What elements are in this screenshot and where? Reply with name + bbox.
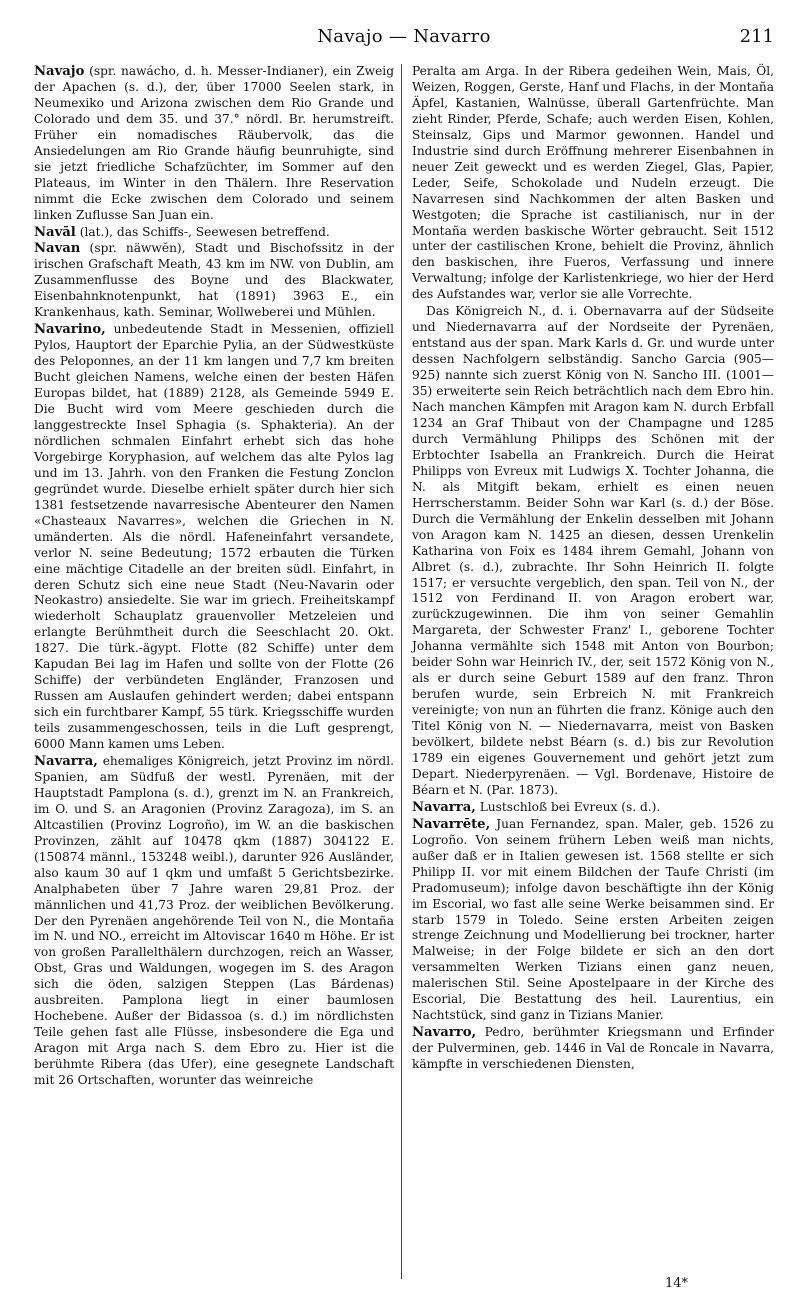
entry-text: ehemaliges Königreich, jetzt Provinz im nördl. Spanien, am Südfuß der westl. Pyrenäen, mit der Hauptstadt Pamplona (s. d.), grenzt im N. an Frankreich, im O. und S. an Aragonien (Provinz Zaragoza), im S. an Altcastilien (Provinz Logroño), im W. an die baskischen Provinzen, zählt auf 10478 qkm (1887) 304122 E. (150874 männl., 153248 weibl.), darunter 926 Ausländer, also kaum 30 auf 1 qkm und umfaßt 5 Gerichtsbezirke. Analphabeten über 7 Jahre waren 29,81 Proz. der männlichen und 41,73 Proz. der weiblichen Bevölkerung. Der den Pyrenäen angehörende Teil von N., die Montaña im N. und NO., erreicht im Altoviscar 1640 m Höhe. Er ist von großen Parallelthälern durchzogen, reich an Wasser, Obst, Gras und Waldungen, wogegen im S. des Aragon sich die öden, salzigen Steppen (Las Bárdenas) ausbreiten. Pamplona liegt in einer baumlosen Hochebene. Außer der Bidassoa (s. d.) im nördlichsten Teile gehen fast alle Flüsse, insbesondere die Ega und Aragon mit Arga nach S. dem Ebro zu. Hier ist die berühmte Ribera (das Ufer), eine gesegnete Landschaft mit 26 Ortschaften, worunter das weinreiche <box>34 753 394 1088</box>
headword: Navan <box>34 241 81 257</box>
entry-history-paragraph <box>412 304 774 799</box>
entry-navarro <box>412 1025 774 1073</box>
entry-text: (lat.), das Schiffs-, Seewesen betreffend. <box>75 224 330 239</box>
headword: Navarra, <box>34 753 98 769</box>
entry-navarra <box>34 754 394 1089</box>
headword: Navarrēte, <box>412 816 491 832</box>
entry-navajo <box>34 64 394 224</box>
entry-text: Peralta am Arga. In der Ribera gedeihen Wein, Mais, Öl, Weizen, Roggen, Gerste, Hanf und Flachs, in der Montaña Äpfel, Kastanien, Walnüsse, überall Gartenfrüchte. Man zieht Rinder, Pferde, Schafe; auch werden Eisen, Kohlen, Steinsalz, Gips und Marmor gewonnen. Handel und Industrie sind durch Eröffnung mehrerer Eisenbahnen in neuer Zeit geweckt und es werden Ziegel, Glas, Papier, Leder, Seife, Schokolade und Nudeln erzeugt. Die Navarresen sind Nachkommen der alten Basken und Westgoten; die Sprache ist castilianisch, nur in der Montaña werden baskische Wörter gebraucht. Seit 1512 unter der castilischen Krone, behielt die Provinz, ähnlich den baskischen, ihre Fueros, Verfassung und innere Verwaltung; infolge der Karlistenkriege, wo hier der Herd des Aufstandes war, verlor sie alle Vorrechte. <box>412 64 774 302</box>
entry-continuation <box>412 64 774 303</box>
headword: Navarino, <box>34 322 106 338</box>
entry-navarra-castle <box>412 800 774 816</box>
page-header <box>34 26 774 56</box>
entry-navan <box>34 241 394 321</box>
entry-text: (spr. nawácho, d. h. Messer-Indianer), ein Zweig der Apachen (s. d.), der, über 17000 Seelen stark, in Neumexiko und Arizona zwischen dem Rio Grande und Colorado und dem 35. und 37.° nördl. Br. herumstreift. Früher ein nomadisches Räubervolk, das die Ansiedelungen am Rio Grande häufig beunruhigte, sind sie jetzt friedliche Schafzüchter, im Sommer auf den Plateaus, im Winter in den Thälern. Ihre Reservation nimmt die Ecke zwischen dem Colorado und seinem linken Zuflusse San Juan ein. <box>34 64 394 222</box>
entry-navarrete <box>412 817 774 1024</box>
signature-mark: 14* <box>664 1276 688 1291</box>
column-divider <box>401 64 402 1279</box>
headword: Navajo <box>34 64 85 79</box>
entry-text: Pedro, berühmter Kriegsmann und Erfinder der Pulverminen, geb. 1446 in Val de Roncale in Navarra, kämpfte in verschiedenen Diensten, <box>412 1025 774 1072</box>
entry-text: Lustschloß bei Evreux (s. d.). <box>475 799 661 814</box>
headword: Navarra, <box>412 799 476 815</box>
entry-text: Das Königreich N., d. i. Obernavarra auf der Südseite und Niedernavarra auf der Nordseite der Pyrenäen, entstand aus der span. Mark Karls d. Gr. und wurde unter dessen Nachfolgern selbständig. Sancho Garcia (905—925) nannte sich zuerst König von N. Sancho III. (1001—35) erweiterte sein Reich beträchtlich nach dem Ebro hin. Nach manchen Kämpfen mit Aragon kam N. durch Erbfall 1234 an Graf Thibaut von der Champagne und 1285 durch Vermählung Philipps des Schönen mit der Erbtochter Isabella an Frankreich. Durch die Heirat Philipps von Evreux mit Ludwigs X. Tochter Johanna, die N. als Mitgift bekam, erhielt es einen neuen Herrscherstamm. Beider Sohn war Karl (s. d.) der Böse. Durch die Vermählung der Enkelin desselben mit Johann von Aragon kam N. 1425 an diesen, dessen Urenkelin Katharina von Foix es 1484 ihrem Gemahl, Johann von Albret (s. d.), zubrachte. Ihr Sohn Heinrich II. folgte 1517; er versuchte vergeblich, den span. Teil von N., der 1512 von Ferdinand II. von Aragon erobert war, zurückzugewinnen. Die ihm von seiner Gemahlin Margareta, der Schwester Franz' I., geborene Tochter Johanna vermählte sich 1548 mit Anton von Bourbon; beider Sohn war Heinrich IV., der, seit 1572 König von N., als er durch seine Geburt 1589 auf den franz. Thron berufen wurde, sein Erbreich N. mit Frankreich vereinigte; von nun an führten die franz. Könige auch den Titel König von N. — Niedernavarra, meist von Basken bevölkert, bildete nebst Béarn (s. d.) bis zur Revolution 1789 ein eigenes Gouvernement und gehört jetzt zum Depart. Niederpyrenäen. — Vgl. Bordenave, Histoire de Béarn et N. (Par. 1873). <box>412 304 774 797</box>
running-title: Navajo — Navarro <box>317 26 491 47</box>
left-column <box>34 64 394 1090</box>
headword: Navāl <box>34 224 76 240</box>
right-column <box>412 64 774 1074</box>
entry-text: Juan Fernandez, span. Maler, geb. 1526 zu Logroño. Von seinem frühern Leben weiß man nichts, außer daß er in Italien gewesen ist. 1568 stellte er sich Philipp II. vor mit einem Bildchen der Taufe Christi (im Pradomuseum); infolge davon beschäftigte ihn der König im Escorial, wo fast alle seine Werke beisammen sind. Er starb 1579 in Toledo. Seine ersten Arbeiten zeigen strenge Zeichnung und Modellierung bei trockner, harter Malweise; in der Folge bildete er sich an den dort versammelten Werken Tizians einen ganz neuen, malerischen Stil. Seine Apostelpaare in der Kirche des Escorial, Die Bestattung des heil. Laurentius, ein Nachtstück, sind ganz in Tizians Manier. <box>412 816 774 1023</box>
entry-text: unbedeutende Stadt in Messenien, offiziell Pylos, Hauptort der Eparchie Pylia, an der Südwestküste des Peloponnes, an der 11 km langen und 7,7 km breiten Bucht gleichen Namens, welche einen der besten Häfen Europas bildet, hat (1889) 2128, als Gemeinde 5949 E. Die Bucht wird vom Meere geschieden durch die langgestreckte Insel Sphagia (s. Sphakteria). An der nördlichen schmalen Einfahrt erhebt sich das hohe Vorgebirge Koryphasion, auf welchem das alte Pylos lag und im 13. Jahrh. von den Franken die Festung Zonclon gegründet wurde. Dieselbe erhielt später durch hier sich 1381 festsetzende navarresische Abenteurer den Namen «Chasteaux Navarres», welchen die Griechen in N. umänderten. Als die nördl. Hafeneinfahrt versandete, verlor N. seine Bedeutung; 1572 erbauten die Türken eine mächtige Citadelle an der breiten südl. Einfahrt, in deren Schutz sich eine neue Stadt (Neu-Navarin oder Neokastro) ansiedelte. Sie war im griech. Freiheitskampf wiederholt Schauplatz grauenvoller Metzeleien und erlangte Berühmtheit durch die Seeschlacht 20. Okt. 1827. Die türk.-ägypt. Flotte (82 Schiffe) unter dem Kapudan Bei lag im Hafen und sollte von der Flotte (26 Schiffe) der verbündeten Engländer, Franzosen und Russen am Auslaufen gehindert werden; dabei entspann sich ein furchtbarer Kampf, 55 türk. Kriegsschiffe wurden teils zusammengeschossen, teils in die Luft gesprengt, 6000 Mann kamen ums Leben. <box>34 322 394 752</box>
entry-naval <box>34 225 394 241</box>
page-number: 211 <box>739 26 774 47</box>
entry-text: (spr. näwwĕn), Stadt und Bischofssitz in der irischen Grafschaft Meath, 43 km im NW. von Dublin, am Zusammenflusse des Boyne und des Blackwater, Eisenbahnknotenpunkt, hat (1891) 3963 E., ein Krankenhaus, kath. Seminar, Wollweberei und Mühlen. <box>34 241 394 320</box>
entry-navarino <box>34 322 394 753</box>
headword: Navarro, <box>412 1025 477 1041</box>
